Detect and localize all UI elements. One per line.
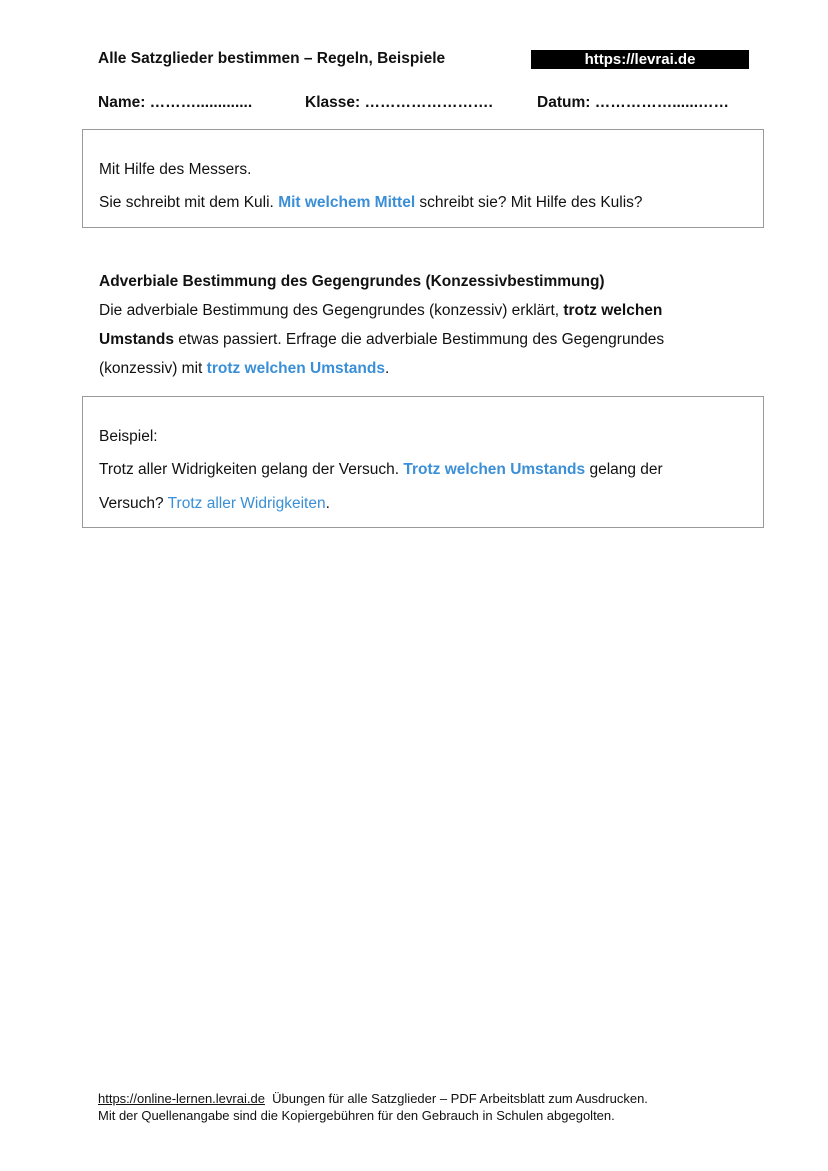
- date-field: Datum: ……………......……: [537, 94, 730, 111]
- box1-line2-rest: schreibt sie? Mit Hilfe des Kulis?: [415, 194, 643, 211]
- section-paragraph: [99, 296, 719, 383]
- class-field: Klasse: …………………….: [305, 94, 493, 111]
- section-text-c: etwas passiert. Erfrage die adverbiale Bestimmung des Gegengrundes (konzessiv) mit: [99, 331, 665, 377]
- section-heading: Adverbiale Bestimmung des Gegengrundes (Konzessivbestimmung): [99, 273, 605, 290]
- box1-line2-text: Sie schreibt mit dem Kuli.: [99, 194, 279, 211]
- section-keyword: trotz welchen Umstands: [99, 302, 663, 348]
- box2-line3-text: Versuch?: [99, 495, 168, 512]
- box2-line2: [99, 455, 663, 484]
- concessive-section: [99, 267, 719, 383]
- box2-question-highlight: Trotz welchen Umstands: [403, 461, 586, 478]
- footer-link[interactable]: https://online-lernen.levrai.de: [98, 1091, 265, 1106]
- box1-line1: Mit Hilfe des Messers.: [99, 161, 252, 178]
- name-field: Name: ……….............: [98, 94, 253, 111]
- box2-sentence: Trotz aller Widrigkeiten gelang der Versuch.: [99, 461, 404, 478]
- box2-line3: [99, 489, 330, 518]
- site-url-badge[interactable]: https://levrai.de: [531, 50, 749, 69]
- box1-question-highlight: Mit welchem Mittel: [278, 194, 416, 211]
- footer-line1-text: Übungen für alle Satzglieder – PDF Arbeitsblatt zum Ausdrucken.: [264, 1091, 648, 1106]
- box2-answer-highlight: Trotz aller Widrigkeiten: [167, 495, 326, 512]
- footer-line2: Mit der Quellenangabe sind die Kopiergebühren für den Gebrauch in Schulen abgegolten.: [98, 1108, 615, 1123]
- footer: [98, 1090, 648, 1124]
- footer-line1: [98, 1090, 648, 1107]
- box2-line3-end: .: [325, 495, 330, 512]
- box2-line2-rest: gelang der: [585, 461, 663, 478]
- box2-label: Beispiel:: [99, 428, 158, 445]
- worksheet-title: Alle Satzglieder bestimmen – Regeln, Beispiele: [98, 50, 446, 67]
- section-text-a: Die adverbiale Bestimmung des Gegengrundes (konzessiv) erklärt,: [99, 302, 564, 319]
- box1-line2: [99, 188, 643, 217]
- section-question-highlight: trotz welchen Umstands: [206, 360, 385, 377]
- section-text-e: .: [384, 360, 390, 377]
